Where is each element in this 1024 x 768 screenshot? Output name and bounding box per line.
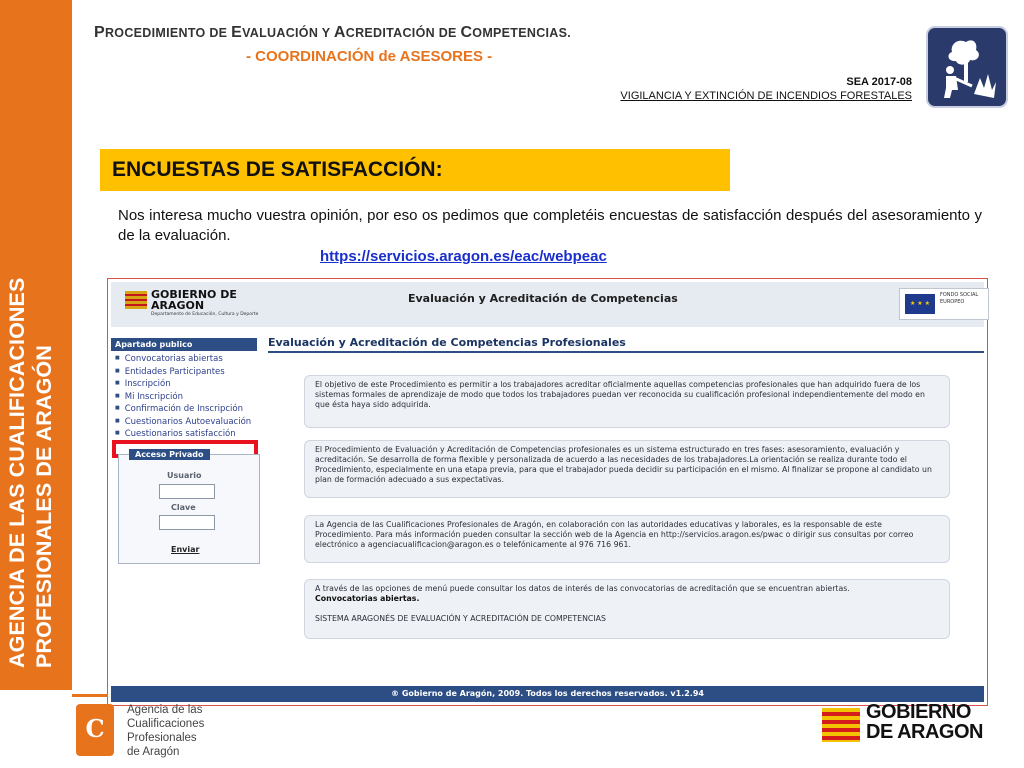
menu-item-mi-inscripcion[interactable]: ■ Mi Inscripción <box>115 391 257 404</box>
department-name: Departamento de Educación, Cultura y Deporte <box>151 312 259 317</box>
website-footer: ® Gobierno de Aragón, 2009. Todos los derechos reservados. v1.2.94 <box>111 686 984 702</box>
ga-footer-line1: GOBIERNO <box>866 701 971 723</box>
section-title-bar <box>100 149 730 191</box>
eu-flag-icon: ★ ★ ★ <box>905 294 935 314</box>
public-menu-header: Apartado publico <box>111 338 257 351</box>
course-code: SEA 2017-08 <box>846 76 912 88</box>
course-name: VIGILANCIA Y EXTINCIÓN DE INCENDIOS FORESTALES <box>620 90 912 102</box>
info-system-name: SISTEMA ARAGONÉS DE EVALUACIÓN Y ACREDITACIÓN DE COMPETENCIAS <box>315 614 606 623</box>
webpeac-link[interactable]: https://servicios.aragon.es/eac/webpeac <box>320 248 607 265</box>
agency-title-line2: PROFESIONALES DE ARAGÓN <box>32 345 56 668</box>
menu-item-satisfaccion[interactable]: ■ Cuestionarios satisfacción <box>115 428 257 441</box>
private-access-panel <box>118 450 260 564</box>
aragon-flag-footer-icon <box>822 708 860 742</box>
info-menu-text: A través de las opciones de menú puede consultar los datos de interés de las convocatorias de acreditación que se encuentran abiertas. <box>315 584 850 593</box>
menu-item-entidades[interactable]: ■ Entidades Participantes <box>115 366 257 379</box>
password-label: Clave <box>171 503 196 512</box>
acp-logo-icon: C <box>76 704 114 756</box>
agency-vertical-title <box>4 198 58 668</box>
aragon-flag-icon <box>125 291 147 309</box>
menu-item-inscripcion[interactable]: ■ Inscripción <box>115 378 257 391</box>
agency-title-line1: AGENCIA DE LAS CUALIFICACIONES <box>5 277 29 668</box>
firefighter-logo-icon <box>926 26 1008 108</box>
info-box-procedure: El Procedimiento de Evaluación y Acreditación de Competencias profesionales es un sistema estructurado en tres fases: asesoramiento, evaluación y acreditación. Se desarrolla de forma flexible y personalizada de acuerdo a las necesidades de los trabajadores.La orientación se realiza durante todo el Procedimiento, especialmente en una etapa previa, para que el trabajador pueda decidir su participación en el mismo. Al finalizar se propone al candidato un plan de formación adecuado a sus expectativas. <box>304 440 950 498</box>
menu-item-convocatorias[interactable]: ■ Convocatorias abiertas <box>115 353 257 366</box>
ga-footer-line2: DE ARAGON <box>866 721 983 743</box>
menu-item-confirmacion[interactable]: ■ Confirmación de Inscripción <box>115 403 257 416</box>
info-convocatorias-link[interactable]: Convocatorias abiertas. <box>315 594 420 603</box>
gobierno-aragon-name: GOBIERNO DE ARAGON <box>151 288 237 312</box>
procedure-title: PROCEDIMIENTO DE EVALUACIÓN Y ACREDITACIÓN DE COMPETENCIAS. <box>94 24 572 41</box>
public-menu <box>111 338 257 441</box>
section-title: ENCUESTAS DE SATISFACCIÓN: <box>112 158 443 181</box>
fse-text: FONDO SOCIAL EUROPEO <box>940 292 979 305</box>
user-label: Usuario <box>167 471 202 480</box>
gobierno-aragon-logo <box>119 286 259 324</box>
intro-paragraph: Nos interesa mucho vuestra opinión, por eso os pedimos que completéis encuestas de satisfacción después del asesoramiento y de la evaluación. <box>118 207 982 244</box>
website-title: Evaluación y Acreditación de Competencias <box>408 292 678 305</box>
info-box-menu <box>304 579 950 639</box>
info-box-objective: El objetivo de este Procedimiento es permitir a los trabajadores acreditar oficialmente aquellas competencias profesionales que han adquirido fuera de los sistemas formales de aprendizaje de modo que todos los trabajadores puedan ver reconocida su cualificación profesional independientemente del modo en que ésta haya sido adquirida. <box>304 375 950 428</box>
user-input[interactable] <box>159 484 215 499</box>
website-screenshot <box>107 278 988 706</box>
menu-item-autoevaluacion[interactable]: ■ Cuestionarios Autoevaluación <box>115 416 257 429</box>
footer-rule <box>72 694 108 697</box>
website-heading: Evaluación y Acreditación de Competencias Profesionales <box>268 336 984 353</box>
submit-button[interactable]: Enviar <box>171 545 200 554</box>
fse-logo <box>899 288 989 320</box>
gobierno-aragon-footer-logo <box>822 702 1012 760</box>
private-access-title: Acceso Privado <box>129 449 210 460</box>
info-box-agency: La Agencia de las Cualificaciones Profesionales de Aragón, en colaboración con las autoridades educativas y laborales, es la responsable de este Procedimiento. Para más información pueden consultar la sección web de la Agencia en http://servicios.aragon.es/pwac o dirigir sus consultas por correo electrónico a agenciacualificacion@aragon.es o telefónicamente al 976 716 961. <box>304 515 950 563</box>
website-header <box>111 282 984 327</box>
acp-logo-text: Agencia de las Cualificaciones Profesionales de Aragón <box>127 704 205 758</box>
coordination-subtitle: - COORDINACIÓN de ASESORES - <box>246 48 493 65</box>
password-input[interactable] <box>159 515 215 530</box>
